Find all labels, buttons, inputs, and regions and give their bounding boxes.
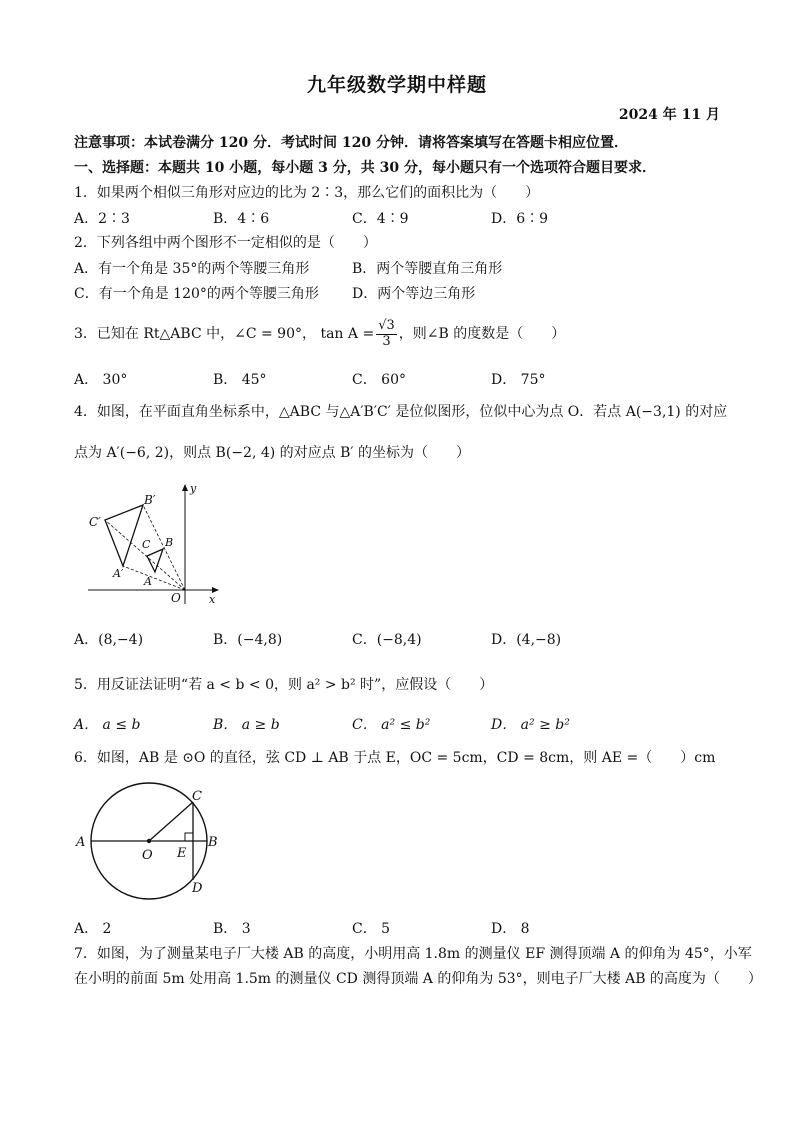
q3-fraction-den: 3 [382, 333, 391, 349]
q6-figure [70, 780, 230, 902]
label-a-prime: A′ [113, 567, 124, 580]
label-d: D [192, 881, 203, 896]
q1-option-d: D．6∶9 [491, 211, 549, 227]
q2-option-d: D．两个等边三角形 [352, 286, 476, 302]
label-b: B [208, 835, 218, 850]
q7-stem-line2: 在小明的前面 5m 处用高 1.5m 的测量仪 CD 测得顶端 A 的仰角为 53°，则电子厂大楼 AB 的高度为（ ） [74, 971, 762, 987]
q5-option-c: C． a² ≤ b² [352, 717, 431, 733]
q2-option-a: A．有一个角是 35°的两个等腰三角形 [74, 261, 310, 277]
label-c-prime: C′ [89, 515, 101, 529]
label-o: O [171, 591, 181, 605]
exam-date: 2024 年 11 月 [618, 107, 720, 123]
q3-fraction [376, 319, 397, 350]
q5-stem: 5．用反证法证明“若 a < b < 0，则 a² > b² 时”，应假设（ ） [74, 677, 494, 693]
q6-option-d: D． 8 [491, 921, 530, 937]
q5-option-b: B． a ≥ b [213, 717, 280, 733]
q1-stem: 1．如果两个相似三角形对应边的比为 2∶3，那么它们的面积比为（ ） [74, 185, 540, 201]
label-c: C [192, 789, 202, 804]
q1-option-a: A．2∶3 [74, 211, 130, 227]
y-axis-arrow [182, 484, 188, 491]
label-a: A [144, 575, 152, 588]
label-y: y [190, 482, 197, 495]
center-point [147, 839, 151, 843]
q2-option-c: C．有一个角是 120°的两个等腰三角形 [74, 286, 319, 302]
q1-option-b: B．4∶6 [213, 211, 270, 227]
q6-stem: 6．如图，AB 是 ⊙O 的直径，弦 CD ⊥ AB 于点 E，OC = 5cm，CD = 8cm，则 AE =（ ）cm [74, 750, 716, 766]
q4-option-b: B．(−4,8) [213, 632, 283, 648]
triangle-a-prime-b-prime-c-prime [105, 505, 143, 566]
q5-option-d: D． a² ≥ b² [491, 717, 570, 733]
label-b: B [165, 536, 174, 549]
page-title: 九年级数学期中样题 [306, 74, 487, 96]
q5-option-a: A． a ≤ b [74, 717, 141, 733]
q3-option-d: D． 75° [491, 372, 546, 388]
q1-option-c: C．4∶9 [352, 211, 409, 227]
q3-option-c: C． 60° [352, 372, 406, 388]
label-c: C [142, 538, 151, 551]
q4-option-a: A．(8,−4) [74, 632, 144, 648]
q2-option-b: B．两个等腰直角三角形 [352, 261, 503, 277]
q4-figure [85, 476, 225, 606]
q7-stem-line1: 7．如图，为了测量某电子厂大楼 AB 的高度，小明用高 1.8m 的测量仪 EF 测得顶端 A 的仰角为 45°，小军 [74, 946, 752, 962]
right-angle-mark [185, 833, 193, 841]
notice-text: 注意事项：本试卷满分 120 分．考试时间 120 分钟．请将答案填写在答题卡相应位置． [74, 135, 628, 151]
label-o: O [142, 848, 153, 863]
q4-stem-line1: 4．如图，在平面直角坐标系中，△ABC 与△A′B′C′ 是位似图形，位似中心为点 O．若点 A(−3,1) 的对应 [74, 404, 728, 420]
q6-option-a: A． 2 [74, 921, 112, 937]
label-a: A [76, 835, 86, 850]
q3-stem [74, 316, 565, 352]
q4-option-d: D．(4,−8) [491, 632, 562, 648]
q2-stem: 2．下列各组中两个图形不一定相似的是（ ） [74, 235, 377, 251]
q4-stem-line2: 点为 A′(−6, 2)，则点 B(−2, 4) 的对应点 B′ 的坐标为（ ） [74, 445, 471, 461]
q3-stem-a: 3．已知在 Rt△ABC 中，∠C = 90°， tan A = [74, 326, 375, 342]
label-b-prime: B′ [144, 493, 156, 507]
q6-option-c: C． 5 [352, 921, 391, 937]
q6-option-b: B． 3 [213, 921, 251, 937]
q4-option-c: C．(−8,4) [352, 632, 422, 648]
q3-stem-b: ，则∠B 的度数是（ ） [398, 326, 566, 342]
q3-option-b: B． 45° [213, 372, 267, 388]
label-e: E [177, 846, 187, 861]
q3-option-a: A． 30° [74, 372, 128, 388]
q3-fraction-num: √3 [378, 317, 395, 333]
segment-oc [149, 802, 193, 841]
label-x: x [209, 593, 216, 606]
section-heading: 一、选择题：本题共 10 小题，每小题 3 分，共 30 分，每小题只有一个选项符合题目要求． [74, 160, 656, 176]
